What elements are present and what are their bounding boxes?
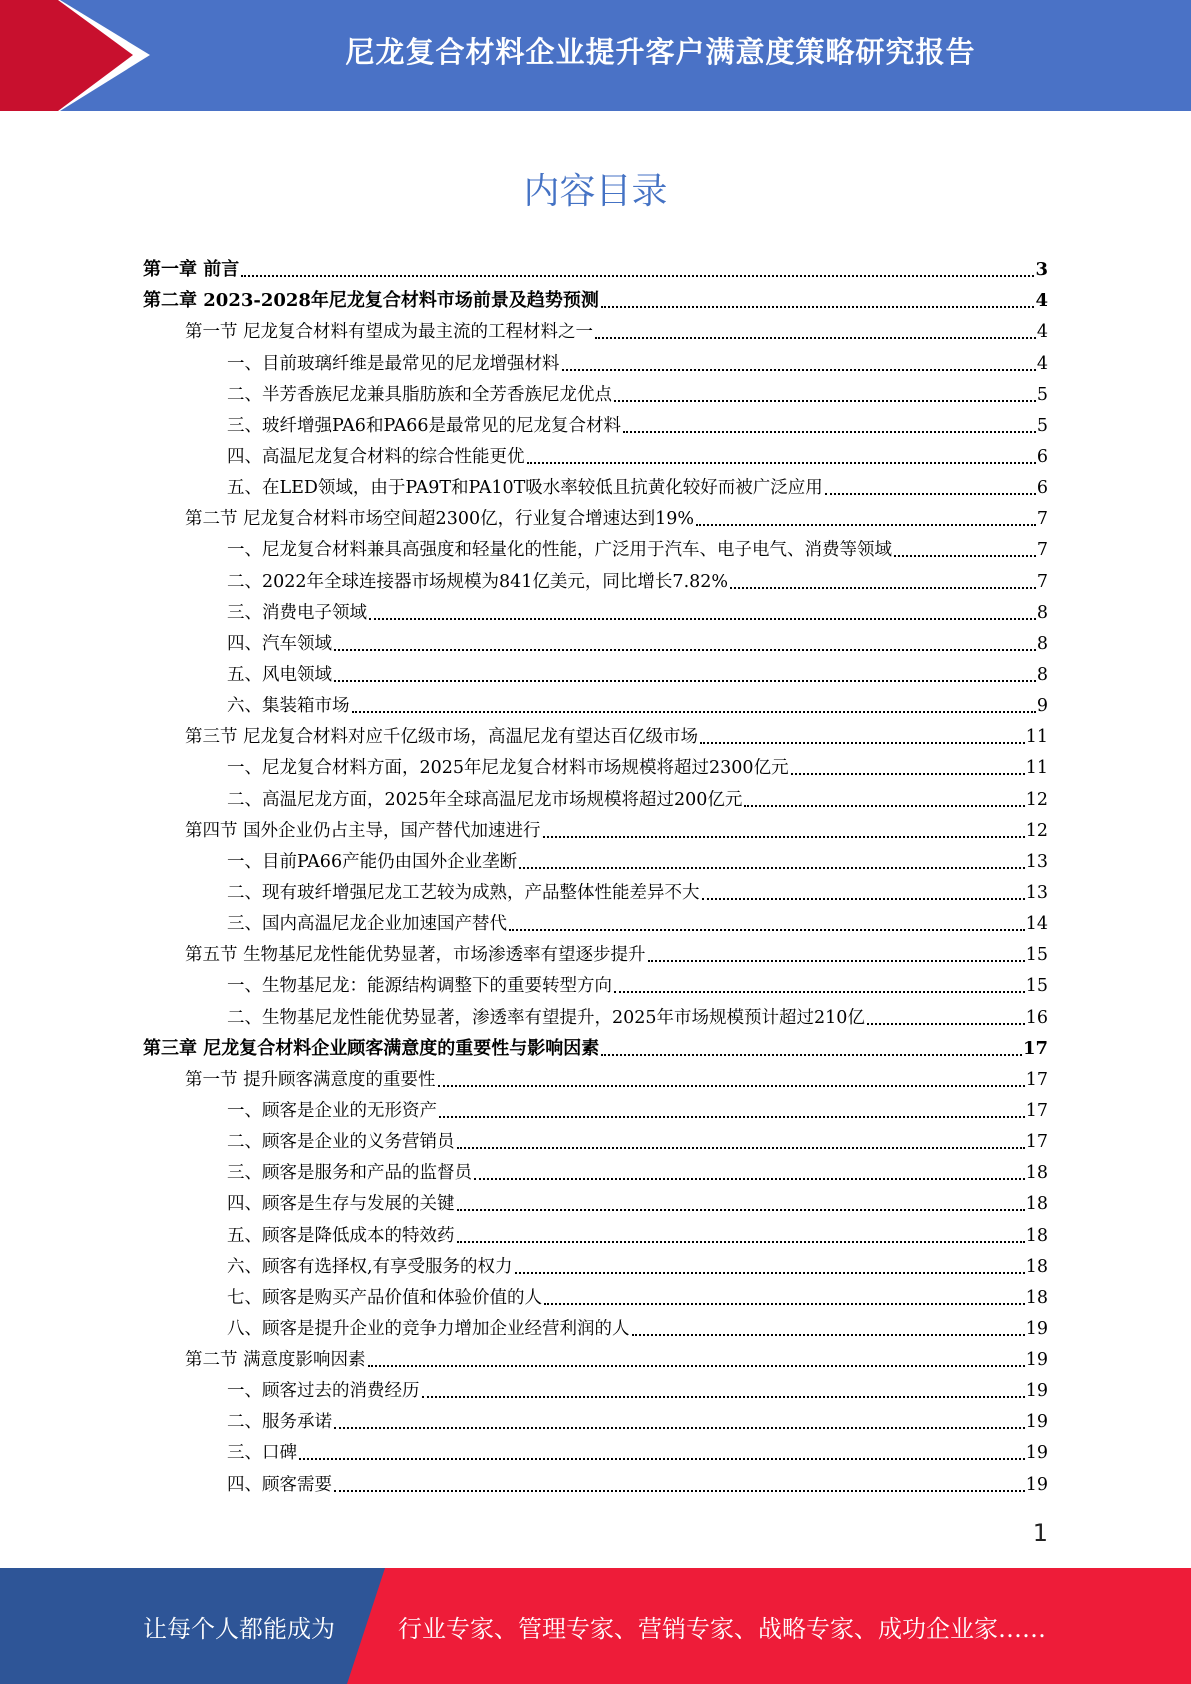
toc-entry-page: 19	[1025, 1443, 1048, 1464]
toc-entry-label: 第三章 尼龙复合材料企业顾客满意度的重要性与影响因素	[143, 1037, 600, 1059]
toc-entry-label: 第二节 满意度影响因素	[185, 1350, 366, 1371]
toc-entry-page: 19	[1025, 1381, 1048, 1402]
toc-dot-leader	[623, 431, 1036, 433]
toc-entry-page: 18	[1025, 1256, 1048, 1277]
toc-dot-leader	[696, 524, 1036, 526]
toc-entry-label: 一、顾客过去的消费经历	[227, 1381, 420, 1402]
toc-entry[interactable]	[143, 1435, 1048, 1466]
toc-entry-page: 5	[1036, 384, 1048, 405]
toc-entry[interactable]	[143, 968, 1048, 999]
toc-entry[interactable]	[143, 532, 1048, 563]
page-number: 1	[1032, 1519, 1048, 1547]
toc-entry-page: 17	[1025, 1100, 1048, 1121]
toc-entry-label: 三、顾客是服务和产品的监督员	[227, 1163, 472, 1184]
toc-dot-leader	[595, 337, 1036, 339]
toc-entry[interactable]	[143, 1466, 1048, 1497]
toc-entry-page: 4	[1036, 322, 1048, 343]
toc-dot-leader	[519, 867, 1025, 869]
toc-dot-leader	[730, 587, 1036, 589]
toc-entry-page: 19	[1025, 1412, 1048, 1433]
toc-entry-label: 第四节 国外企业仍占主导，国产替代加速进行	[185, 820, 541, 841]
toc-heading: 内容目录	[523, 171, 668, 212]
toc-dot-leader	[299, 1458, 1025, 1460]
toc-entry[interactable]	[143, 750, 1048, 781]
toc-entry[interactable]	[143, 999, 1048, 1030]
toc-entry-page: 17	[1025, 1132, 1048, 1153]
toc-entry-page: 18	[1025, 1163, 1048, 1184]
toc-dot-leader	[334, 1427, 1025, 1429]
toc-entry-page: 6	[1036, 478, 1048, 499]
toc-dot-leader	[457, 1209, 1025, 1211]
toc-entry-label: 二、2022年全球连接器市场规模为841亿美元，同比增长7.82%	[227, 571, 729, 592]
toc-entry-label: 五、顾客是降低成本的特效药	[227, 1225, 455, 1246]
toc-dot-leader	[543, 836, 1025, 838]
header-arrow-decoration	[0, 0, 160, 111]
toc-dot-leader	[422, 1396, 1025, 1398]
toc-entry[interactable]	[143, 501, 1048, 532]
toc-entry-label: 四、顾客是生存与发展的关键	[227, 1194, 455, 1215]
toc-dot-leader	[457, 1241, 1025, 1243]
footer-slogan-left: 让每个人都能成为	[143, 1614, 335, 1643]
toc-entry[interactable]	[143, 1186, 1048, 1217]
toc-entry-page: 18	[1025, 1225, 1048, 1246]
toc-dot-leader	[702, 898, 1025, 900]
toc-entry-page: 7	[1036, 571, 1048, 592]
toc-entry-page: 19	[1025, 1350, 1048, 1371]
toc-entry-page: 11	[1025, 758, 1048, 779]
toc-entry-page: 18	[1025, 1194, 1048, 1215]
report-title: 尼龙复合材料企业提升客户满意度策略研究报告	[345, 34, 976, 69]
toc-entry[interactable]	[143, 470, 1048, 501]
header-band	[0, 0, 1191, 111]
toc-entry[interactable]	[143, 1311, 1048, 1342]
toc-entry-label: 二、现有玻纤增强尼龙工艺较为成熟，产品整体性能差异不大	[227, 882, 700, 903]
footer-slogan-right: 行业专家、管理专家、营销专家、战略专家、成功企业家……	[398, 1614, 1046, 1643]
toc-dot-leader	[544, 1303, 1025, 1305]
toc-entry[interactable]	[143, 626, 1048, 657]
toc-entry[interactable]	[143, 813, 1048, 844]
toc-entry[interactable]	[143, 1062, 1048, 1093]
toc-entry-label: 第一章 前言	[143, 259, 240, 281]
toc-entry-page: 13	[1025, 882, 1048, 903]
toc-entry-label: 四、高温尼龙复合材料的综合性能更优	[227, 446, 525, 467]
toc-entry[interactable]	[143, 875, 1048, 906]
toc-entry-page: 5	[1036, 415, 1048, 436]
toc-entry-label: 第二节 尼龙复合材料市场空间超2300亿，行业复合增速达到19%	[185, 509, 694, 530]
toc-entry[interactable]	[143, 314, 1048, 345]
toc-entry-label: 第三节 尼龙复合材料对应千亿级市场，高温尼龙有望达百亿级市场	[185, 727, 699, 748]
toc-entry-page: 4	[1035, 290, 1048, 312]
toc-entry-page: 15	[1025, 976, 1048, 997]
toc-entry-page: 15	[1025, 945, 1048, 966]
toc-dot-leader	[867, 1023, 1025, 1025]
toc-entry-label: 三、玻纤增强PA6和PA66是最常见的尼龙复合材料	[227, 415, 622, 436]
toc-dot-leader	[334, 649, 1036, 651]
toc-dot-leader	[601, 1054, 1022, 1056]
toc-dot-leader	[369, 618, 1036, 620]
toc-entry-label: 六、顾客有选择权,有享受服务的权力	[227, 1256, 513, 1277]
toc-entry[interactable]	[143, 408, 1048, 439]
toc-entry-page: 19	[1025, 1318, 1048, 1339]
toc-entry-page: 16	[1025, 1007, 1048, 1028]
toc-entry-label: 七、顾客是购买产品价值和体验价值的人	[227, 1287, 542, 1308]
toc-entry[interactable]	[143, 688, 1048, 719]
toc-entry-page: 14	[1025, 914, 1048, 935]
toc-entry-page: 7	[1036, 509, 1048, 530]
toc-dot-leader	[515, 1272, 1025, 1274]
toc-entry[interactable]	[143, 937, 1048, 968]
toc-entry-page: 11	[1025, 727, 1048, 748]
toc-entry[interactable]	[143, 1249, 1048, 1280]
toc-entry-label: 四、汽车领域	[227, 633, 332, 654]
toc-entry[interactable]	[143, 1404, 1048, 1435]
toc-entry-page: 17	[1025, 1069, 1048, 1090]
toc-dot-leader	[825, 493, 1036, 495]
toc-entry-page: 3	[1035, 259, 1048, 281]
toc-dot-leader	[648, 960, 1025, 962]
toc-entry[interactable]	[143, 1155, 1048, 1186]
toc-entry[interactable]	[143, 719, 1048, 750]
toc-entry-label: 三、口碑	[227, 1443, 297, 1464]
toc-entry-label: 第五节 生物基尼龙性能优势显著，市场渗透率有望逐步提升	[185, 945, 646, 966]
toc-entry[interactable]	[143, 1217, 1048, 1248]
toc-entry[interactable]	[143, 906, 1048, 937]
toc-dot-leader	[791, 773, 1025, 775]
toc-dot-leader	[241, 275, 1034, 277]
toc-dot-leader	[744, 805, 1024, 807]
toc-entry[interactable]	[143, 657, 1048, 688]
toc-entry-label: 二、服务承诺	[227, 1412, 332, 1433]
toc-entry-label: 一、尼龙复合材料兼具高强度和轻量化的性能，广泛用于汽车、电子电气、消费等领域	[227, 540, 892, 561]
table-of-contents	[143, 252, 1048, 1498]
toc-dot-leader	[601, 306, 1035, 308]
toc-dot-leader	[352, 711, 1036, 713]
toc-entry[interactable]	[143, 1342, 1048, 1373]
toc-entry-page: 17	[1022, 1037, 1048, 1059]
toc-entry[interactable]	[143, 1280, 1048, 1311]
toc-dot-leader	[562, 369, 1036, 371]
toc-dot-leader	[632, 1334, 1025, 1336]
toc-entry-page: 8	[1036, 602, 1048, 623]
toc-entry[interactable]	[143, 781, 1048, 812]
toc-dot-leader	[700, 742, 1025, 744]
toc-entry-page: 4	[1036, 353, 1048, 374]
toc-dot-leader	[614, 991, 1025, 993]
toc-entry-label: 二、高温尼龙方面，2025年全球高温尼龙市场规模将超过200亿元	[227, 789, 743, 810]
toc-dot-leader	[439, 1116, 1025, 1118]
toc-entry[interactable]	[143, 563, 1048, 594]
toc-entry[interactable]	[143, 377, 1048, 408]
toc-entry-label: 五、在LED领域，由于PA9T和PA10T吸水率较低且抗黄化较好而被广泛应用	[227, 478, 823, 499]
toc-entry-page: 12	[1025, 820, 1048, 841]
toc-entry[interactable]	[143, 844, 1048, 875]
toc-entry-label: 五、风电领域	[227, 664, 332, 685]
toc-entry-label: 三、国内高温尼龙企业加速国产替代	[227, 914, 507, 935]
toc-entry[interactable]	[143, 1031, 1048, 1062]
toc-dot-leader	[334, 680, 1036, 682]
toc-entry-page: 18	[1025, 1287, 1048, 1308]
toc-entry[interactable]	[143, 252, 1048, 283]
toc-entry-page: 8	[1036, 664, 1048, 685]
toc-entry-page: 7	[1036, 540, 1048, 561]
toc-entry[interactable]	[143, 1124, 1048, 1155]
toc-entry[interactable]	[143, 1373, 1048, 1404]
toc-entry-label: 第二章 2023-2028年尼龙复合材料市场前景及趋势预测	[143, 290, 599, 312]
toc-entry-label: 一、目前PA66产能仍由国外企业垄断	[227, 851, 518, 872]
toc-entry-label: 一、尼龙复合材料方面，2025年尼龙复合材料市场规模将超过2300亿元	[227, 758, 789, 779]
toc-dot-leader	[614, 400, 1036, 402]
footer-band	[0, 1568, 1191, 1684]
toc-dot-leader	[894, 555, 1036, 557]
toc-entry-page: 19	[1025, 1474, 1048, 1495]
toc-entry-label: 二、半芳香族尼龙兼具脂肪族和全芳香族尼龙优点	[227, 384, 612, 405]
toc-entry[interactable]	[143, 595, 1048, 626]
toc-entry[interactable]	[143, 283, 1048, 314]
toc-entry-label: 第一节 提升顾客满意度的重要性	[185, 1069, 436, 1090]
toc-entry-label: 一、顾客是企业的无形资产	[227, 1100, 437, 1121]
toc-dot-leader	[474, 1178, 1025, 1180]
toc-dot-leader	[527, 462, 1036, 464]
toc-entry-label: 八、顾客是提升企业的竞争力增加企业经营利润的人	[227, 1318, 630, 1339]
toc-entry-page: 8	[1036, 633, 1048, 654]
toc-entry-label: 一、目前玻璃纤维是最常见的尼龙增强材料	[227, 353, 560, 374]
toc-entry[interactable]	[143, 1093, 1048, 1124]
toc-entry-label: 一、生物基尼龙：能源结构调整下的重要转型方向	[227, 976, 612, 997]
toc-entry-label: 第一节 尼龙复合材料有望成为最主流的工程材料之一	[185, 322, 594, 343]
toc-entry-page: 12	[1025, 789, 1048, 810]
toc-entry-label: 三、消费电子领域	[227, 602, 367, 623]
toc-dot-leader	[334, 1490, 1025, 1492]
toc-entry-label: 二、生物基尼龙性能优势显著，渗透率有望提升，2025年市场规模预计超过210亿	[227, 1007, 865, 1028]
toc-dot-leader	[509, 929, 1025, 931]
toc-entry-page: 9	[1036, 696, 1048, 717]
toc-entry-label: 六、集装箱市场	[227, 696, 350, 717]
toc-entry-label: 四、顾客需要	[227, 1474, 332, 1495]
toc-entry-label: 二、顾客是企业的义务营销员	[227, 1132, 455, 1153]
toc-entry-page: 6	[1036, 446, 1048, 467]
toc-entry[interactable]	[143, 345, 1048, 376]
toc-dot-leader	[438, 1085, 1025, 1087]
toc-entry[interactable]	[143, 439, 1048, 470]
toc-entry-page: 13	[1025, 851, 1048, 872]
toc-dot-leader	[368, 1365, 1025, 1367]
toc-dot-leader	[457, 1147, 1025, 1149]
